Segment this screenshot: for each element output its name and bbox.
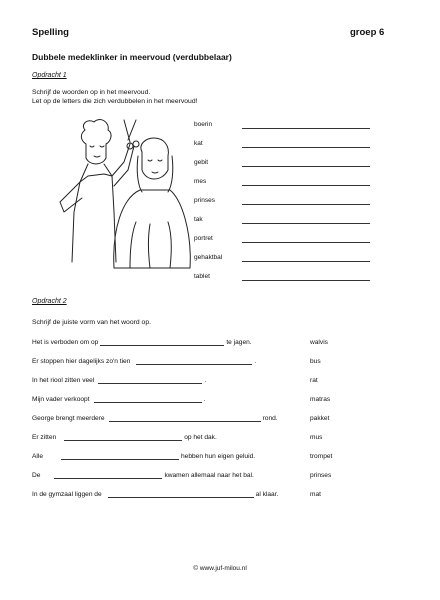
sentence-answer-word: bus <box>310 358 321 365</box>
opdracht1-heading: Opdracht 1 <box>32 72 67 79</box>
header-right: groep 6 <box>350 27 385 38</box>
sentence-row <box>32 452 255 460</box>
sentence-before: De <box>32 472 41 479</box>
word-item: prinses <box>194 197 215 204</box>
word-item: kat <box>194 140 203 147</box>
sentence-after: al klaar. <box>255 491 279 498</box>
word-item: mes <box>194 178 207 185</box>
sentence-blank[interactable] <box>61 452 179 460</box>
word-item: gebit <box>194 159 209 166</box>
word-item: tak <box>194 216 203 223</box>
word-item: portret <box>194 235 213 242</box>
answer-line[interactable] <box>242 280 370 281</box>
sentence-row <box>32 471 254 479</box>
sentence-blank[interactable] <box>94 395 202 403</box>
sentence-blank[interactable] <box>98 376 202 384</box>
sentence-after: te jagen. <box>226 339 252 346</box>
sentence-after: rond. <box>262 415 278 422</box>
answer-line[interactable] <box>242 204 370 205</box>
answer-line[interactable] <box>242 185 370 186</box>
sentence-row <box>32 414 278 422</box>
sentence-answer-word: pakket <box>310 415 330 422</box>
hairdresser-illustration <box>30 112 195 274</box>
sentence-before: George brengt meerdere <box>32 415 105 422</box>
sentence-before: In de gymzaal liggen de <box>32 491 102 498</box>
word-item: gehaktbal <box>194 254 223 261</box>
sentence-after: . <box>254 358 257 365</box>
opdracht1-instruction-2: Let op de letters die zich verdubbelen in het meervoud! <box>32 98 198 105</box>
page-title: Dubbele medeklinker in meervoud (verdubbelaar) <box>32 52 232 62</box>
opdracht2-heading: Opdracht 2 <box>32 298 67 305</box>
sentence-blank[interactable] <box>100 338 224 346</box>
header-left: Spelling <box>32 27 69 38</box>
sentence-after: op het dak. <box>184 434 217 441</box>
sentence-after: . <box>203 396 206 403</box>
sentence-blank[interactable] <box>136 357 252 365</box>
sentence-before: Alle <box>32 453 43 460</box>
sentence-after: . <box>204 377 207 384</box>
sentence-blank[interactable] <box>64 433 182 441</box>
answer-line[interactable] <box>242 223 370 224</box>
sentence-before: Er stoppen hier dagelijks zo'n tien <box>32 358 131 365</box>
sentence-blank[interactable] <box>54 471 162 479</box>
sentence-before: Het is verboden om op <box>32 339 99 346</box>
answer-line[interactable] <box>242 242 370 243</box>
sentence-row <box>32 338 252 346</box>
sentence-row <box>32 395 205 403</box>
sentence-row <box>32 376 206 384</box>
footer-copyright: © www.juf-milou.nl <box>193 565 247 572</box>
sentence-after: hebben hun eigen geluid. <box>181 453 256 460</box>
sentence-blank[interactable] <box>109 414 261 422</box>
answer-line[interactable] <box>242 166 370 167</box>
answer-line[interactable] <box>242 147 370 148</box>
sentence-answer-word: matras <box>310 396 331 403</box>
word-item: boerin <box>194 121 213 128</box>
sentence-answer-word: trompet <box>310 453 333 460</box>
sentence-answer-word: mus <box>310 434 323 441</box>
opdracht2-instruction: Schrijf de juiste vorm van het woord op. <box>32 319 152 326</box>
sentence-before: Er zitten <box>32 434 57 441</box>
opdracht1-instruction-1: Schrijf de woorden op in het meervoud. <box>32 89 151 96</box>
sentence-after: kwamen allemaal naar het bal. <box>164 472 254 479</box>
sentence-answer-word: mat <box>310 491 321 498</box>
sentence-before: In het riool zitten veel <box>32 377 95 384</box>
sentence-row <box>32 357 256 365</box>
answer-line[interactable] <box>242 128 370 129</box>
sentence-answer-word: walvis <box>310 339 328 346</box>
sentence-row <box>32 490 278 498</box>
word-item: tablet <box>194 273 210 280</box>
sentence-before: Mijn vader verkoopt <box>32 396 90 403</box>
sentence-blank[interactable] <box>108 490 254 498</box>
sentence-row <box>32 433 217 441</box>
sentence-answer-word: prinses <box>310 472 332 479</box>
sentence-answer-word: rat <box>310 377 318 384</box>
answer-line[interactable] <box>242 261 370 262</box>
